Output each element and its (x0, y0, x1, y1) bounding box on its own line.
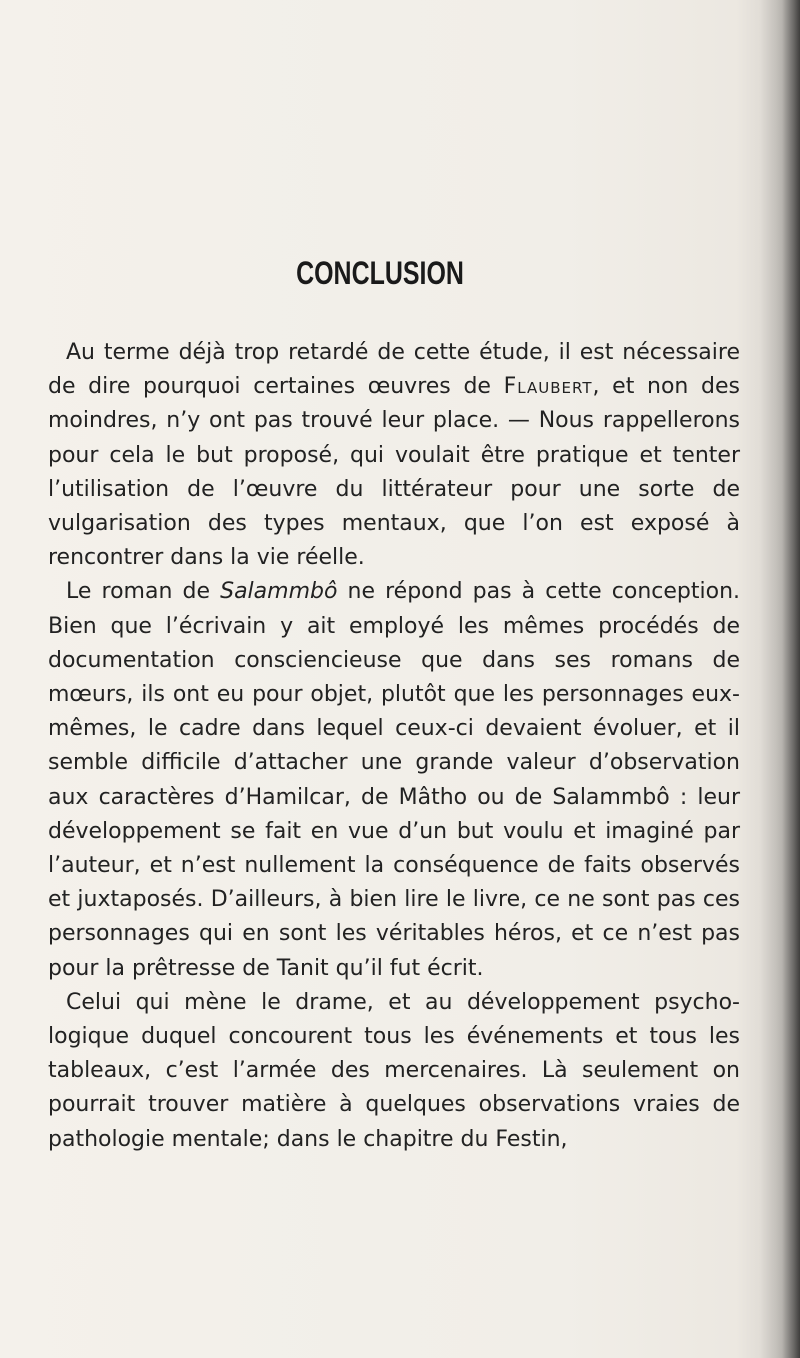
text-segment: , et non des moindres, n’y ont pas trouvé leur place. — Nous rappellerons pour cela le but proposé, qui voulait être pratique et tenter l’utilisation de l’œuvre du littérateur pour une sorte de vulgarisation des types mentaux, que l’on est exposé à rencontrer dans la vie réelle. (48, 374, 740, 571)
chapter-heading: CONCLUSION (296, 255, 464, 291)
text-segment: Le roman de (66, 579, 221, 605)
text-segment: Celui qui mène le drame, et au développement psychologique duquel concourent tous les événements et tous les tableaux, c’est l’armée des mercenaires. Là seulement on pourrait trouver matière à quelques observations vraies de pathologie mentale; dans le chapitre du Festin, (48, 989, 740, 1152)
paragraph (48, 575, 740, 985)
body-text (48, 336, 740, 1157)
paragraph (48, 986, 740, 1157)
page-edge-shadow (760, 0, 800, 1358)
text-segment: ne répond pas à cette conception. Bien que l’écrivain y ait employé les mêmes procédés de documentation consciencieuse que dans ses romans de mœurs, ils ont eu pour objet, plutôt que les personnages eux-mêmes, le cadre dans lequel ceux-ci devaient évoluer, et il semble difficile d’attacher une grande valeur d’observation aux caractères d’Hamilcar, de Mâtho ou de Salammbô : leur développement se fait en vue d’un but voulu et imaginé par l’auteur, et n’est nullement la conséquence de faits observés et juxtaposés. D’ailleurs, à bien lire le livre, ce ne sont pas ces personnages qui en sont les véritables héros, et ce n’est pas pour la prêtresse de Tanit qu’il fut écrit. (48, 579, 741, 981)
book-title: Salammbô (220, 579, 338, 605)
author-name: Flaubert (503, 374, 593, 400)
text-segment: Au terme déjà trop retardé de cette étude, il est nécessaire de dire pourquoi certaines œuvres de (48, 340, 740, 400)
paragraph (48, 336, 740, 575)
